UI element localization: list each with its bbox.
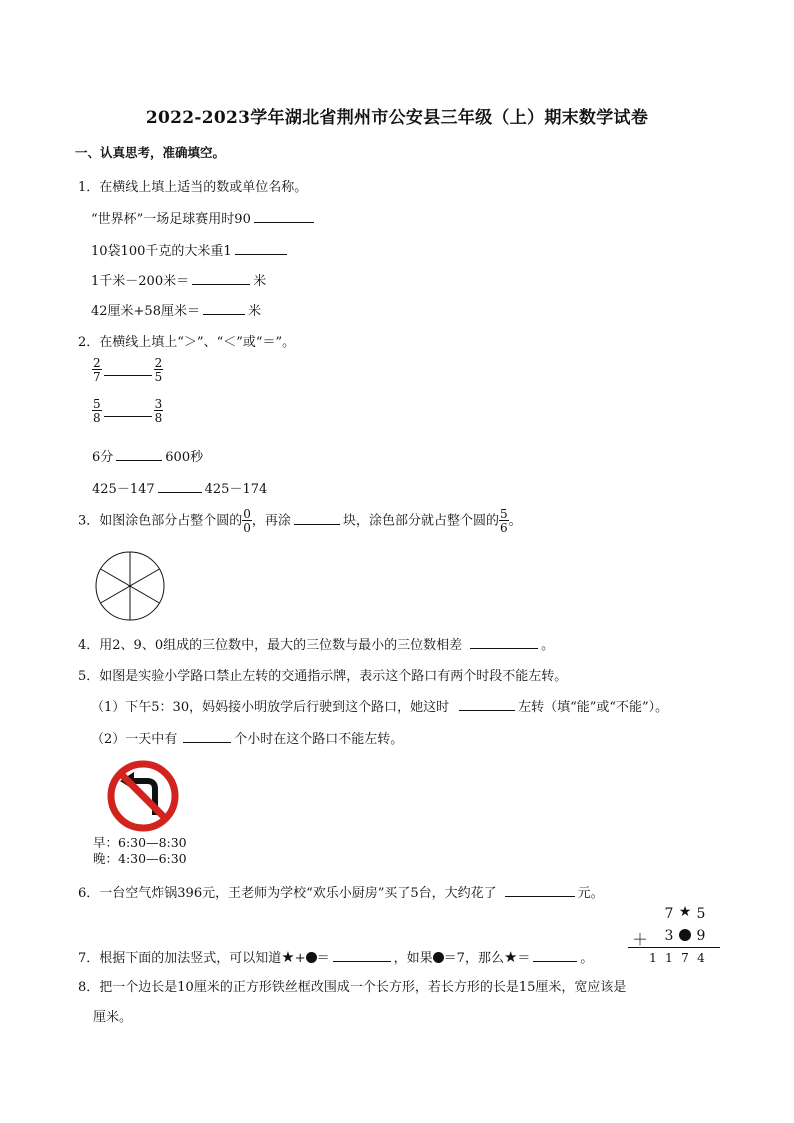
- q2-line4-left: 425－147: [92, 482, 155, 497]
- digit: 9: [696, 928, 706, 944]
- q5-stem: 5．如图是实验小学路口禁止左转的交通指示牌，表示这个路口有两个时段不能左转。: [78, 669, 568, 684]
- answer-blank[interactable]: [254, 221, 314, 223]
- q1-line4-unit: 米: [247, 304, 261, 319]
- answer-blank[interactable]: [104, 415, 152, 417]
- q7-text-a: 7．根据下面的加法竖式，可以知道: [78, 951, 282, 966]
- sign-time-morning: 早：6:30—8:30: [93, 835, 187, 850]
- q2-line2: [92, 398, 163, 424]
- denominator: 7: [93, 370, 101, 384]
- answer-blank[interactable]: [333, 960, 391, 962]
- sign-time-evening: 晚：4:30—6:30: [93, 851, 187, 866]
- q2-stem: 2．在横线上填上“＞”、“＜”或“＝”。: [78, 335, 296, 350]
- q6-stem: [78, 882, 604, 901]
- q2-line3-right: 600秒: [165, 450, 204, 465]
- q1-stem: 1．在横线上填上适当的数或单位名称。: [78, 180, 308, 195]
- answer-blank[interactable]: [459, 709, 515, 711]
- answer-blank[interactable]: [235, 253, 287, 255]
- dot-icon: [433, 952, 444, 963]
- q5-sub1-text-a: （1）下午5：30，妈妈接小明放学后行驶到这个路口，她这时: [91, 700, 450, 715]
- star-icon: ★: [678, 904, 692, 920]
- q1-line4: [91, 300, 261, 319]
- equals-text: ＝: [517, 951, 531, 966]
- answer-blank[interactable]: [470, 647, 538, 649]
- fraction: [92, 357, 102, 383]
- q5-sub1-text-b: 左转（填“能”或“不能”）。: [518, 700, 669, 715]
- star-icon: ★: [503, 948, 518, 966]
- q2-line3: [92, 446, 203, 465]
- digit: 4: [697, 951, 705, 965]
- q4-stem: [78, 634, 554, 653]
- q1-line1-text: “世界杯”一场足球赛用时90: [91, 212, 251, 227]
- answer-blank[interactable]: [505, 895, 575, 897]
- fraction: [154, 398, 164, 424]
- denominator: 6: [499, 521, 508, 535]
- answer-blank[interactable]: [203, 313, 245, 315]
- equals-text: ＝: [316, 951, 330, 966]
- q5-sub2: [91, 728, 403, 747]
- q7-text-c: ＝7，那么: [443, 951, 504, 966]
- denominator: 0: [243, 521, 251, 535]
- q4-text-a: 4．用2、9、0组成的三位数中，最大的三位数与最小的三位数相差: [78, 638, 463, 653]
- q4-text-b: 。: [541, 638, 555, 653]
- fraction: [242, 508, 252, 534]
- q1-line3-unit: 米: [253, 274, 267, 289]
- q5-sub2-text-a: （2）一天中有: [91, 732, 178, 747]
- no-left-turn-sign: [106, 759, 180, 833]
- sum-line: [628, 947, 720, 948]
- answer-blank[interactable]: [294, 523, 340, 525]
- dot-icon: [677, 928, 693, 944]
- digit: 7: [681, 951, 689, 965]
- digit: 1: [649, 951, 657, 965]
- q1-line3-text: 1千米－200米＝: [91, 274, 190, 289]
- q5-sub2-text-b: 个小时在这个路口不能左转。: [234, 732, 404, 747]
- q3-text-c: 块，涂色部分就占整个圆的: [342, 513, 499, 529]
- plus-text: +: [294, 951, 306, 966]
- q8-stem: 8．把一个边长是10厘米的正方形铁丝框改围成一个长方形，若长方形的长是15厘米，宽应该是: [78, 980, 627, 995]
- q8-continuation: 厘米。: [93, 1010, 133, 1025]
- q1-line2-text: 10袋100千克的大米重1: [91, 244, 232, 259]
- answer-blank[interactable]: [104, 374, 152, 376]
- q3-text-a: 3．如图涂色部分占整个圆的: [78, 513, 243, 529]
- digit: 7: [664, 906, 674, 922]
- section-heading: 一、认真思考，准确填空。: [75, 145, 226, 160]
- sign-schedule: [93, 835, 187, 867]
- answer-blank[interactable]: [192, 283, 250, 285]
- q2-line4: [92, 478, 267, 497]
- dot-icon: [306, 952, 317, 963]
- page-title: 2022-2023学年湖北省荆州市公安县三年级（上）期末数学试卷: [145, 108, 649, 128]
- q2-line4-right: 425－174: [204, 482, 268, 497]
- q5-sub1: [91, 696, 668, 715]
- denominator: 8: [93, 411, 101, 425]
- denominator: 8: [154, 411, 163, 425]
- q7-text-b: ，如果: [393, 951, 433, 966]
- fraction: [92, 398, 102, 424]
- denominator: 5: [154, 370, 163, 384]
- q2-line3-left: 6分: [92, 450, 114, 465]
- numerator: 5: [93, 397, 101, 411]
- numerator: 0: [243, 507, 251, 521]
- q1-line2: [91, 240, 290, 259]
- q6-text-a: 6．一台空气炸锅396元，王老师为学校“欢乐小厨房”买了5台，大约花了: [78, 886, 497, 901]
- answer-blank[interactable]: [183, 741, 231, 743]
- q7-stem: [78, 947, 593, 966]
- star-icon: ★: [281, 948, 295, 966]
- digit: 5: [696, 906, 706, 922]
- q3-stem: [78, 508, 522, 534]
- q1-line3: [91, 270, 266, 289]
- q2-line1: [92, 357, 163, 383]
- q6-text-b: 元。: [577, 886, 604, 901]
- numerator: 2: [154, 356, 163, 370]
- answer-blank[interactable]: [158, 491, 202, 493]
- numerator: 3: [154, 397, 163, 411]
- plus-sign: ＋: [632, 930, 649, 949]
- numerator: 5: [499, 507, 508, 521]
- q3-text-d: 。: [508, 513, 522, 529]
- digit: 3: [664, 928, 674, 944]
- digit: 1: [665, 951, 673, 965]
- q1-line4-text: 42厘米+58厘米＝: [91, 304, 200, 319]
- divided-circle-figure: [94, 550, 166, 622]
- q3-text-b: ，再涂: [251, 513, 291, 529]
- q1-line1: [91, 208, 317, 227]
- answer-blank[interactable]: [116, 459, 162, 461]
- numerator: 2: [93, 356, 101, 370]
- fraction: [499, 508, 509, 534]
- q7-text-d: 。: [580, 951, 594, 966]
- fraction: [154, 357, 164, 383]
- answer-blank[interactable]: [533, 960, 577, 962]
